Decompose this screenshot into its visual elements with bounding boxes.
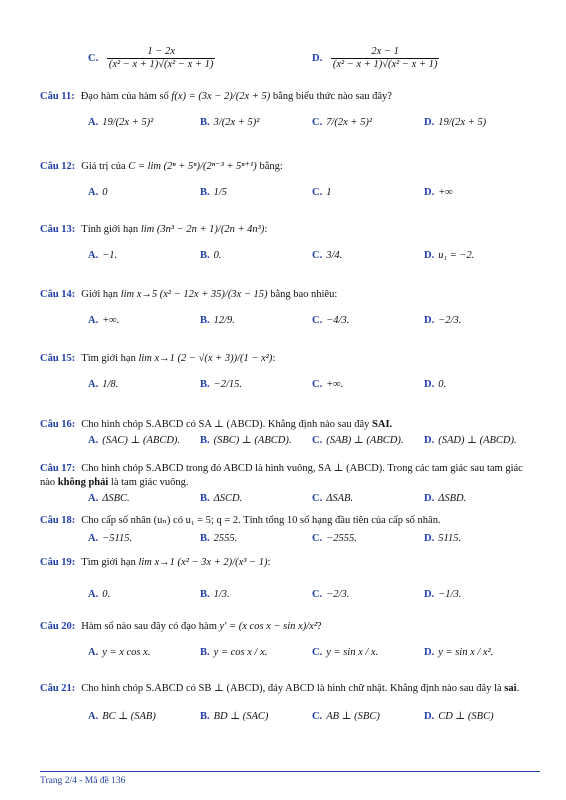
option-label: A. bbox=[88, 315, 99, 326]
option-a[interactable] bbox=[88, 186, 107, 200]
option-label: D. bbox=[424, 493, 435, 504]
option-b[interactable] bbox=[200, 434, 291, 448]
option-c[interactable] bbox=[312, 186, 331, 200]
option-label: D. bbox=[312, 52, 323, 64]
question-text-tail: : bbox=[272, 353, 276, 364]
option-value: 1/3. bbox=[213, 589, 230, 600]
option-label: C. bbox=[312, 711, 323, 722]
option-a[interactable] bbox=[88, 710, 156, 724]
option-value: 1/5 bbox=[213, 187, 228, 198]
option-label: B. bbox=[200, 435, 210, 446]
question-text-tail: sai bbox=[504, 683, 517, 694]
question-text: Cho hình chóp S.ABCD trong đó ABCD là hình vuông, SA ⊥ (ABCD). Trong các tam giác sau tam giác nào bbox=[40, 463, 523, 488]
question-text: Cho hình chóp S.ABCD có SA ⊥ (ABCD). Khẳng định nào sau đây bbox=[81, 419, 373, 430]
option-label: B. bbox=[200, 711, 210, 722]
option-value: −2/15. bbox=[213, 379, 243, 390]
option-b[interactable] bbox=[200, 314, 235, 328]
question-q18 bbox=[40, 514, 540, 544]
option-value: 1 bbox=[326, 187, 332, 198]
option-value: 19/(2x + 5) bbox=[438, 117, 487, 128]
option-b[interactable] bbox=[200, 588, 230, 602]
option-d[interactable] bbox=[424, 434, 517, 448]
option-label: C. bbox=[312, 435, 323, 446]
answer-options bbox=[40, 116, 540, 136]
option-label: C. bbox=[312, 315, 323, 326]
option-value: ΔSCD. bbox=[213, 493, 243, 504]
option-value: BC ⊥ (SAB) bbox=[102, 711, 156, 722]
option-label: A. bbox=[88, 117, 99, 128]
option-value: 1/8. bbox=[102, 379, 119, 390]
option-value: 0 bbox=[102, 187, 108, 198]
question-text-tail: ? bbox=[316, 621, 322, 632]
option-label: C. bbox=[312, 250, 323, 261]
question-label: Câu 12: bbox=[40, 161, 76, 172]
option-value: +∞ bbox=[438, 187, 453, 198]
option-d[interactable] bbox=[424, 492, 466, 506]
option-value: −4/3. bbox=[326, 315, 350, 326]
option-b[interactable] bbox=[200, 116, 259, 130]
option-label: A. bbox=[88, 250, 99, 261]
option-d[interactable] bbox=[424, 116, 486, 130]
question-label: Câu 21: bbox=[40, 683, 76, 694]
question-label: Câu 20: bbox=[40, 621, 76, 632]
option-c[interactable] bbox=[312, 434, 403, 448]
option-label: D. bbox=[424, 435, 435, 446]
fraction: $\frac{2x - 1}{\text{(x² − x + 1)√(x² − x + 1)}}$ bbox=[332, 46, 438, 70]
question-formula: f(x) = (3x − 2)/(2x + 5) bbox=[171, 91, 271, 102]
option-value: (SBC) ⊥ (ABCD). bbox=[213, 435, 292, 446]
question-text-tail: bằng bao nhiêu: bbox=[267, 289, 338, 300]
option-d[interactable] bbox=[424, 314, 461, 328]
option-d[interactable] bbox=[424, 186, 453, 200]
option-value: AB ⊥ (SBC) bbox=[326, 711, 380, 722]
option-label: B. bbox=[200, 647, 210, 658]
option-value: 0. bbox=[438, 379, 447, 390]
option-label: D. bbox=[424, 187, 435, 198]
answer-options bbox=[40, 492, 540, 512]
option-c[interactable] bbox=[312, 588, 349, 602]
option-value: (SAC) ⊥ (ABCD). bbox=[102, 435, 181, 446]
question-label: Câu 15: bbox=[40, 353, 76, 364]
option-value: (SAD) ⊥ (ABCD). bbox=[438, 435, 517, 446]
option-value: y = cos x / x. bbox=[213, 647, 268, 658]
option-b[interactable] bbox=[200, 186, 227, 200]
option-label: A. bbox=[88, 379, 99, 390]
option-label: B. bbox=[200, 589, 210, 600]
option-label: D. bbox=[424, 589, 435, 600]
option-label: A. bbox=[88, 187, 99, 198]
question-formula: lim (3n³ − 2n + 1)/(2n + 4n³) bbox=[140, 224, 265, 235]
option-label: B. bbox=[200, 315, 210, 326]
question-q12 bbox=[40, 160, 540, 198]
option-value: 19/(2x + 5)² bbox=[102, 117, 154, 128]
option-label: C. bbox=[88, 52, 99, 64]
option-value: BD ⊥ (SAC) bbox=[213, 711, 269, 722]
question-q20 bbox=[40, 620, 540, 658]
option-label: A. bbox=[88, 711, 99, 722]
question-formula: C = lim (2ⁿ + 5ⁿ)/(2ⁿ⁻³ + 5ⁿ⁺¹) bbox=[128, 161, 257, 172]
question-label: Câu 18: bbox=[40, 515, 76, 526]
option-value: +∞. bbox=[102, 315, 120, 326]
option-b[interactable] bbox=[200, 492, 242, 506]
option-a[interactable] bbox=[88, 434, 180, 448]
question-q14 bbox=[40, 288, 540, 326]
option-value: 12/9. bbox=[213, 315, 235, 326]
option-value: ΔSBD. bbox=[438, 493, 467, 504]
question-q11 bbox=[40, 90, 540, 128]
question-text-tail: không phải bbox=[57, 477, 109, 488]
option-value: y = sin x / x². bbox=[438, 647, 494, 658]
option-label: C. bbox=[312, 493, 323, 504]
option-b[interactable] bbox=[200, 646, 267, 660]
question-text: Giá trị của bbox=[81, 161, 129, 172]
answer-options bbox=[40, 646, 540, 666]
option-d[interactable] bbox=[424, 532, 461, 546]
option-label: C. bbox=[312, 589, 323, 600]
prev-options bbox=[40, 44, 540, 74]
option-label: C. bbox=[312, 117, 323, 128]
question-q16 bbox=[40, 418, 540, 446]
option-value: −5115. bbox=[102, 533, 133, 544]
question-text: Tính giới hạn bbox=[81, 224, 141, 235]
option-c[interactable] bbox=[312, 532, 357, 546]
question-formula: lim x→1 (x² − 3x + 2)/(x³ − 1) bbox=[138, 557, 268, 568]
option-c[interactable] bbox=[312, 378, 343, 392]
option-value: CD ⊥ (SBC) bbox=[438, 711, 494, 722]
question-q19 bbox=[40, 556, 540, 600]
option-value: −2/3. bbox=[326, 589, 350, 600]
option-a[interactable] bbox=[88, 378, 118, 392]
option-label: A. bbox=[88, 589, 99, 600]
answer-options bbox=[40, 378, 540, 398]
option-value: 7/(2x + 5)² bbox=[326, 117, 373, 128]
question-q17 bbox=[40, 462, 540, 504]
question-text-tail: SAI. bbox=[372, 419, 393, 430]
option-label: A. bbox=[88, 647, 99, 658]
question-formula: y' = (x cos x − sin x)/x² bbox=[219, 621, 317, 632]
option-value: ΔSAB. bbox=[326, 493, 354, 504]
question-text: Cho cấp số nhân (uₙ) có u₁ = 5; q = 2. Tính tổng 10 số hạng đầu tiên của cấp số nhân. bbox=[81, 515, 441, 526]
question-text-tail: bằng: bbox=[256, 161, 283, 172]
option-value: −2/3. bbox=[438, 315, 462, 326]
question-formula: lim x→1 (2 − √(x + 3))/(1 − x²) bbox=[138, 353, 273, 364]
option-value: (SAB) ⊥ (ABCD). bbox=[326, 435, 404, 446]
answer-options bbox=[40, 314, 540, 334]
option-value: 5115. bbox=[438, 533, 462, 544]
option-value: y = sin x / x. bbox=[326, 647, 379, 658]
question-formula: lim x→5 (x² − 12x + 35)/(3x − 15) bbox=[120, 289, 268, 300]
option-label: A. bbox=[88, 533, 99, 544]
option-label: D. bbox=[424, 117, 435, 128]
option-label: D. bbox=[424, 711, 435, 722]
option-a[interactable] bbox=[88, 492, 130, 506]
question-label: Câu 17: bbox=[40, 463, 76, 474]
option-a[interactable] bbox=[88, 116, 153, 130]
option-d[interactable] bbox=[424, 588, 461, 602]
question-text-tail: : bbox=[264, 224, 268, 235]
question-text-tail: : bbox=[267, 557, 271, 568]
answer-options bbox=[40, 186, 540, 206]
question-q15 bbox=[40, 352, 540, 390]
answer-options bbox=[40, 588, 540, 608]
option-b[interactable] bbox=[200, 378, 242, 392]
option-label: D. bbox=[424, 647, 435, 658]
option-d[interactable] bbox=[424, 378, 446, 392]
option-label: A. bbox=[88, 435, 99, 446]
option-value: +∞. bbox=[326, 379, 344, 390]
option-c[interactable] bbox=[312, 710, 380, 724]
option-b[interactable] bbox=[200, 710, 268, 724]
option-b[interactable] bbox=[200, 249, 222, 263]
option-c[interactable] bbox=[312, 116, 372, 130]
question-text: Giới hạn bbox=[81, 289, 121, 300]
question-text-end: . bbox=[516, 683, 520, 694]
option-value: y = x cos x. bbox=[102, 647, 151, 658]
answer-options bbox=[40, 249, 540, 269]
option-value: 3/(2x + 5)² bbox=[213, 117, 260, 128]
answer-options bbox=[40, 532, 540, 552]
option-a[interactable] bbox=[88, 249, 117, 263]
option-label: B. bbox=[200, 187, 210, 198]
option-label: C. bbox=[312, 379, 323, 390]
option-d[interactable] bbox=[424, 249, 474, 263]
question-label: Câu 13: bbox=[40, 224, 76, 235]
option-value: 0. bbox=[102, 589, 111, 600]
option-value: 0. bbox=[213, 250, 222, 261]
footer-divider bbox=[40, 771, 540, 772]
option-label: B. bbox=[200, 533, 210, 544]
option-c[interactable] bbox=[88, 46, 217, 71]
option-value: −2555. bbox=[326, 533, 357, 544]
option-value: −1/3. bbox=[438, 589, 462, 600]
question-label: Câu 19: bbox=[40, 557, 76, 568]
option-c[interactable] bbox=[312, 646, 378, 660]
option-label: B. bbox=[200, 379, 210, 390]
option-label: D. bbox=[424, 315, 435, 326]
question-label: Câu 11: bbox=[40, 91, 75, 102]
option-value: 2555. bbox=[213, 533, 238, 544]
question-text: Đạo hàm của hàm số bbox=[80, 91, 172, 102]
option-label: D. bbox=[424, 533, 435, 544]
option-label: B. bbox=[200, 117, 210, 128]
question-text: Hàm số nào sau đây có đạo hàm bbox=[81, 621, 220, 632]
question-q21 bbox=[40, 682, 540, 722]
answer-options bbox=[40, 710, 540, 730]
question-label: Câu 16: bbox=[40, 419, 76, 430]
question-label: Câu 14: bbox=[40, 289, 76, 300]
option-a[interactable] bbox=[88, 588, 110, 602]
option-value: ΔSBC. bbox=[102, 493, 130, 504]
option-label: B. bbox=[200, 493, 210, 504]
option-label: D. bbox=[424, 379, 435, 390]
option-c[interactable] bbox=[312, 492, 353, 506]
option-a[interactable] bbox=[88, 646, 150, 660]
option-label: A. bbox=[88, 493, 99, 504]
option-label: C. bbox=[312, 647, 323, 658]
option-value: −1. bbox=[102, 250, 118, 261]
option-label: C. bbox=[312, 533, 323, 544]
question-q13 bbox=[40, 223, 540, 261]
fraction: $\frac{1 - 2x}{\text{(x² − x + 1)√(x² − x + 1)}}$ bbox=[108, 46, 214, 70]
option-c[interactable] bbox=[312, 314, 349, 328]
option-value: u₁ = −2. bbox=[438, 250, 475, 261]
question-text-end: là tam giác vuông. bbox=[108, 477, 189, 488]
question-text: Tìm giới hạn bbox=[81, 557, 139, 568]
option-a[interactable] bbox=[88, 532, 132, 546]
option-label: B. bbox=[200, 250, 210, 261]
option-d[interactable] bbox=[424, 646, 493, 660]
option-a[interactable] bbox=[88, 314, 119, 328]
option-value: 3/4. bbox=[326, 250, 343, 261]
answer-options bbox=[40, 434, 540, 454]
question-text: Tìm giới hạn bbox=[81, 353, 139, 364]
option-b[interactable] bbox=[200, 532, 237, 546]
question-text-tail: bằng biểu thức nào sau đây? bbox=[270, 91, 392, 102]
option-c[interactable] bbox=[312, 249, 342, 263]
page-footer: Trang 2/4 - Mã đề 136 bbox=[40, 776, 126, 786]
option-d[interactable] bbox=[312, 46, 441, 71]
option-label: D. bbox=[424, 250, 435, 261]
option-label: C. bbox=[312, 187, 323, 198]
question-text: Cho hình chóp S.ABCD có SB ⊥ (ABCD), đáy ABCD là hình chữ nhật. Khẳng định nào sau đây là bbox=[81, 683, 505, 694]
option-d[interactable] bbox=[424, 710, 494, 724]
